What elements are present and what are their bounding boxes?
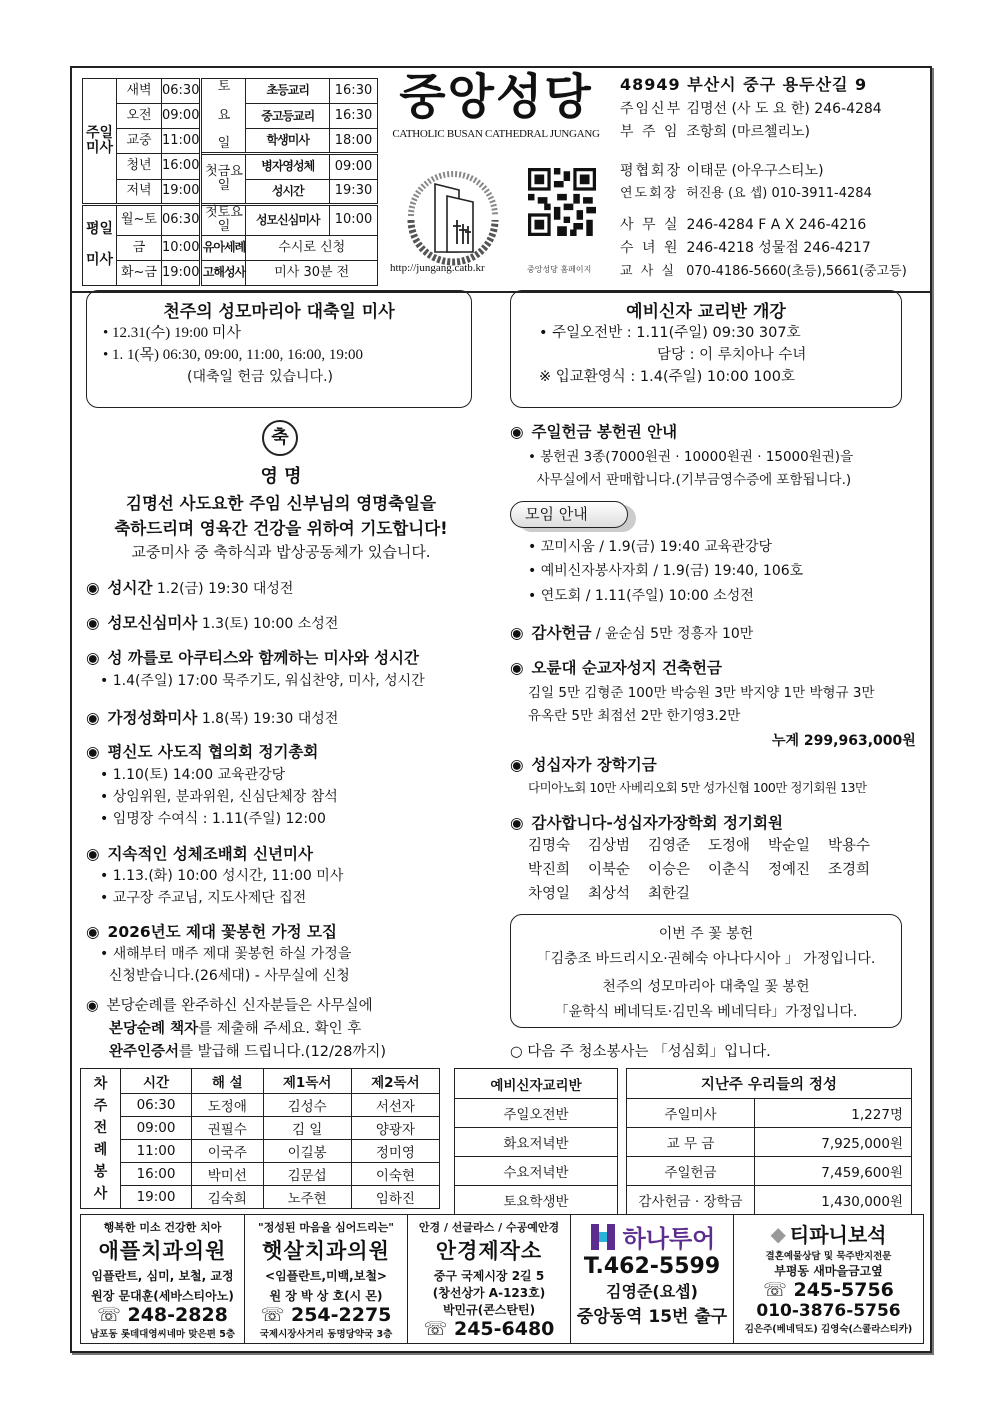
notice-title: 2026년도 제대 꽃봉헌 가정 모집 xyxy=(107,923,337,941)
contact-value: 246-4218 성물점 246-4217 xyxy=(686,240,871,256)
weekday-mass-group: 평일 미사 xyxy=(83,204,117,285)
contact-value: 김명선 (사 도 요 한) 246-4284 xyxy=(686,101,882,117)
advertisement-strip xyxy=(80,1214,924,1344)
baptism-label: 유아세례 xyxy=(201,235,246,260)
ad-line: 김영준(요셉) xyxy=(606,1282,698,1301)
ad-line: 부평동 새마을금고옆 xyxy=(774,1264,883,1278)
ad-phone: ☏ 248-2828 xyxy=(97,1304,228,1326)
notice-title: 주일헌금 봉헌권 안내 xyxy=(531,423,678,441)
notice-detail: 1.3(토) 10:00 소성전 xyxy=(197,616,339,632)
notice-shrine-fund xyxy=(510,656,722,678)
feast-line-2: 축하드리며 영육간 건강을 위하여 기도합니다! xyxy=(114,519,448,538)
contact-value: 246-4284 F A X 246-4216 xyxy=(686,217,867,233)
church-seal-icon xyxy=(397,160,509,272)
diamond-icon: ◆ xyxy=(770,1221,786,1246)
ad-name: 안경제작소 xyxy=(435,1239,543,1263)
contact-value: 조항희 (마르첼리노) xyxy=(686,124,811,140)
cell: 노주현 xyxy=(263,1186,351,1209)
sched-time: 11:00 xyxy=(162,129,201,154)
sched-label: 저녁 xyxy=(117,179,162,204)
ad-line: <임플란트,미백,보철> xyxy=(265,1269,387,1283)
cell: 이숙현 xyxy=(351,1163,439,1186)
flower-line: 「윤학식 베네딕토·김민옥 베네딕타」가정입니다. xyxy=(554,1004,858,1020)
member-row xyxy=(528,858,888,879)
contact-convent xyxy=(620,237,871,257)
service-side-label xyxy=(81,1069,121,1209)
table-row xyxy=(81,1163,440,1186)
ad-line: 원장 문대훈(세바스티아노) xyxy=(91,1289,234,1303)
ad-tagline: "정성된 마음을 심어드리는" xyxy=(257,1221,394,1234)
ad-hanatour xyxy=(571,1215,734,1343)
member-name: 최상석 xyxy=(588,886,631,902)
radio-bullet-icon: ◉ xyxy=(510,423,524,441)
mass-schedule-table xyxy=(82,78,378,286)
column-header: 시간 xyxy=(121,1069,192,1094)
cell: 김문섭 xyxy=(263,1163,351,1186)
cell: 박미선 xyxy=(192,1163,263,1186)
column-header: 제1독서 xyxy=(263,1069,351,1094)
sunday-label-2: 미사 xyxy=(85,139,114,156)
radio-bullet-icon: ◉ xyxy=(86,614,100,632)
sunday-label-1: 주일 xyxy=(85,124,114,141)
cell: 정미영 xyxy=(351,1140,439,1163)
pilgrimage-line-2 xyxy=(109,1017,361,1038)
sched-label: 중고등교리 xyxy=(246,104,330,129)
feast-line-3: 교중미사 중 축하식과 밥상공동체가 있습니다. xyxy=(131,543,431,561)
ad-line: 중구 국제시장 2길 5 xyxy=(433,1269,545,1283)
pilgrimage-bold: 완주인증서 xyxy=(109,1044,180,1060)
member-name: 조경희 xyxy=(828,862,871,878)
radio-bullet-icon: ◉ xyxy=(86,709,100,727)
ad-line: 박민규(콘스탄틴) xyxy=(442,1303,536,1317)
ad-name: 티파니보석 xyxy=(789,1223,887,1247)
scholarship-donors: 다미아노회 10만 사베리오회 5만 성가신협 100만 정기회원 13만 xyxy=(528,780,867,795)
notice-title: 평신도 사도직 협의회 정기총회 xyxy=(107,743,319,761)
sched-label: 학생미사 xyxy=(246,129,330,154)
pilgrimage-bold: 본당순례 책자 xyxy=(109,1021,199,1037)
column-header: 제2독서 xyxy=(351,1069,439,1094)
catechumen-line: • 주일오전반 : 1.11(주일) 09:30 307호 xyxy=(539,325,801,341)
hanatour-logo xyxy=(571,1219,733,1254)
member-name: 도정애 xyxy=(708,838,751,854)
ad-phone: ☏ 254-2275 xyxy=(260,1304,392,1326)
cell: 도정애 xyxy=(192,1094,263,1117)
notice-detail: / 윤순심 5만 정흥자 10만 xyxy=(591,626,754,642)
ad-line: 원 장 박 상 호(시 몬) xyxy=(269,1289,383,1303)
member-name: 이춘식 xyxy=(708,862,751,878)
notice-title: 성모신심미사 xyxy=(107,614,198,632)
pilgrimage-line-3 xyxy=(109,1040,386,1061)
notice-title: 성십자가 장학기금 xyxy=(531,756,657,774)
column-header: 예비신자교리반 xyxy=(455,1069,618,1099)
celebration-emblem-icon: 축 xyxy=(262,420,298,456)
contact-value: 허진용 (요 셉) 010-3911-4284 xyxy=(686,186,872,201)
table-row xyxy=(81,1186,440,1209)
cell: 1,227명 xyxy=(755,1099,912,1128)
catechumen-line: ※ 입교환영식 : 1.4(주일) 10:00 100호 xyxy=(539,369,795,385)
sched-time: 16:30 xyxy=(330,79,378,104)
contact-key: 평협회장 xyxy=(620,163,683,179)
first-friday-label: 첫금요일 xyxy=(201,154,246,204)
qr-caption: 중앙성당 홈페이지 xyxy=(527,265,592,274)
column-header: 지난주 우리들의 정성 xyxy=(627,1069,912,1099)
radio-bullet-icon: ◉ xyxy=(86,743,100,761)
mary-line: • 12.31(수) 19:00 미사 xyxy=(103,325,241,341)
shrine-donors: 김일 5만 김형준 100만 박승원 3만 박지양 1만 박형규 3만 xyxy=(528,685,875,701)
notice-title: 감사합니다-성십자가장학회 정기회원 xyxy=(531,814,783,832)
notice-acutis xyxy=(86,646,419,668)
contact-key: 교 사 실 xyxy=(620,264,676,279)
notice-offering-envelope xyxy=(510,420,677,442)
member-name: 차영일 xyxy=(528,886,571,902)
sched-label: 금 xyxy=(117,235,162,260)
cell: 1,430,000원 xyxy=(755,1186,912,1215)
cell: 06:30 xyxy=(121,1094,192,1117)
contact-council xyxy=(620,160,824,180)
notice-title: 성시간 xyxy=(107,579,153,597)
cell: 11:00 xyxy=(121,1140,192,1163)
notice-bullet: • 상임위원, 분과위원, 신심단체장 참석 xyxy=(100,789,338,805)
sched-label: 오전 xyxy=(117,104,162,129)
contact-pastor xyxy=(620,98,882,118)
notice-bullet: • 1.13.(화) 10:00 성시간, 11:00 미사 xyxy=(100,868,344,884)
radio-bullet-icon: ◉ xyxy=(86,923,100,941)
member-row xyxy=(528,882,708,903)
confession-label: 고해성사 xyxy=(201,260,246,285)
contact-key: 연도회장 xyxy=(620,186,679,201)
baptism-value: 수시로 신청 xyxy=(246,235,378,260)
cell: 임하진 xyxy=(351,1186,439,1209)
notice-holy-hour xyxy=(86,576,293,598)
sched-label: 병자영성체 xyxy=(246,154,330,179)
sched-time: 19:00 xyxy=(162,260,201,285)
contact-office xyxy=(620,214,866,234)
member-name: 박진희 xyxy=(528,862,571,878)
shrine-donors: 유옥란 5만 최점선 2만 한기영3.2만 xyxy=(528,708,741,724)
sched-time: 10:00 xyxy=(330,204,378,235)
saturday-group: 토 요 일 xyxy=(201,79,246,154)
notice-members xyxy=(510,811,783,833)
sched-time: 16:00 xyxy=(162,154,201,179)
cell: 7,925,000원 xyxy=(755,1128,912,1157)
ad-line: 결혼예물상담 및 묵주반지전문 xyxy=(765,1251,892,1262)
radio-bullet-icon: ◉ xyxy=(510,814,524,832)
church-title: 중앙성당 xyxy=(399,69,593,125)
catechumen-title: 예비신자 교리반 개강 xyxy=(626,302,786,322)
confession-value: 미사 30분 전 xyxy=(246,260,378,285)
mary-note: (대축일 헌금 있습니다.) xyxy=(187,369,333,385)
notice-title: 오륜대 순교자성지 건축헌금 xyxy=(531,659,723,677)
notice-title: 감사헌금 xyxy=(531,624,592,642)
cell: 주일헌금 xyxy=(627,1157,755,1186)
sched-time: 19:00 xyxy=(162,179,201,204)
ad-glasses xyxy=(408,1215,571,1343)
radio-bullet-icon: ◉ xyxy=(86,649,100,667)
ad-line: (창선상가 A-123호) xyxy=(432,1286,546,1300)
radio-bullet-icon: ◉ xyxy=(86,845,100,863)
table-row xyxy=(627,1157,912,1186)
ad-tiffany-jewelry xyxy=(734,1215,923,1343)
qr-code-icon[interactable] xyxy=(528,168,596,236)
pilgrimage-text: 를 발급해 드립니다.(12/28까지) xyxy=(179,1044,387,1060)
ad-address: 국제시장사거리 동명당약국 3층 xyxy=(259,1329,393,1340)
mary-line: • 1. 1(목) 06:30, 09:00, 11:00, 16:00, 19:00 xyxy=(103,347,364,363)
ad-sunshine-dental xyxy=(245,1215,408,1343)
notice-bullet: 신청받습니다.(26세대) - 사무실에 신청 xyxy=(100,968,350,984)
sched-time: 06:30 xyxy=(162,79,201,104)
member-name: 최한길 xyxy=(648,886,691,902)
sched-time: 09:00 xyxy=(162,104,201,129)
feast-heading: 영 명 xyxy=(260,466,302,487)
radio-bullet-icon: ◉ xyxy=(86,579,100,597)
notice-title: 가정성화미사 xyxy=(107,709,198,727)
table-row xyxy=(81,1094,440,1117)
flower-line: 「김충조 바드리시오·권혜숙 아나다시아 」 가정입니다. xyxy=(536,951,876,967)
cleaning-notice: ○ 다음 주 청소봉사는 「성심회」입니다. xyxy=(510,1044,771,1060)
contact-key: 주임신부 xyxy=(620,101,683,117)
cell: 권필수 xyxy=(192,1117,263,1140)
meetings-label: 모임 안내 xyxy=(510,501,628,528)
member-name: 김영준 xyxy=(648,838,691,854)
member-name: 이북순 xyxy=(588,862,631,878)
contact-key: 부 주 임 xyxy=(620,124,680,140)
side-char: 사 xyxy=(93,1185,108,1202)
sched-time: 09:00 xyxy=(330,154,378,179)
contact-associate xyxy=(620,121,810,141)
table-row xyxy=(627,1128,912,1157)
member-name: 이승은 xyxy=(648,862,691,878)
notice-lay-apostolate xyxy=(86,740,318,762)
sched-label: 새벽 xyxy=(117,79,162,104)
notice-thanks-offering xyxy=(510,621,753,643)
cell: 16:00 xyxy=(121,1163,192,1186)
radio-bullet-icon: ◉ xyxy=(510,756,524,774)
contact-key: 사 무 실 xyxy=(620,217,680,233)
flower-line: 천주의 성모마리아 대축일 꽃 봉헌 xyxy=(602,979,810,995)
cell: 19:00 xyxy=(121,1186,192,1209)
cell: 김성수 xyxy=(263,1094,351,1117)
bulletin-page xyxy=(70,66,932,1353)
table-row xyxy=(81,1140,440,1163)
ad-phone: ☏ 245-6480 xyxy=(423,1318,555,1340)
cell: 교 무 금 xyxy=(627,1128,755,1157)
meeting-item: • 연도회 / 1.11(주일) 10:00 소성전 xyxy=(528,588,754,604)
first-saturday-label: 첫토요일 xyxy=(201,204,246,235)
contact-value: 이태문 (아우구스티노) xyxy=(686,163,824,179)
ad-phone: 010-3876-5756 xyxy=(756,1301,901,1321)
cell: 토요학생반 xyxy=(455,1186,618,1215)
ad-phone: ☏ 245-5756 xyxy=(763,1279,894,1301)
mary-solemnity-box xyxy=(86,290,472,408)
side-char: 례 xyxy=(93,1141,108,1158)
church-url-link[interactable]: http://jungang.catb.kr xyxy=(390,262,485,274)
sched-label: 청년 xyxy=(117,154,162,179)
member-name: 박용수 xyxy=(828,838,871,854)
sched-time: 19:30 xyxy=(330,179,378,204)
ad-tagline: 행복한 미소 건강한 치아 xyxy=(103,1221,222,1234)
table-row xyxy=(627,1186,912,1215)
cell: 이국주 xyxy=(192,1140,263,1163)
flower-offering-box xyxy=(510,914,902,1028)
church-address: 48949 부산시 중구 용두산길 9 xyxy=(620,75,868,94)
ad-tagline: 안경 / 선글라스 / 수공예안경 xyxy=(418,1221,560,1234)
member-name: 김상범 xyxy=(588,838,631,854)
pilgrimage-line-1 xyxy=(86,994,373,1015)
sched-time: 16:30 xyxy=(330,104,378,129)
notice-scholarship xyxy=(510,753,657,775)
sched-time: 18:00 xyxy=(330,129,378,154)
sunday-mass-group xyxy=(83,79,117,205)
contact-yeondo xyxy=(620,182,872,201)
feast-line-1: 김명선 사도요한 주임 신부님의 영명축일을 xyxy=(126,494,436,513)
cell: 김숙희 xyxy=(192,1186,263,1209)
sched-label: 성시간 xyxy=(246,179,330,204)
radio-bullet-icon: ◉ xyxy=(510,624,524,642)
notice-bullet: • 교구장 주교님, 지도사제단 집전 xyxy=(100,890,307,906)
notice-detail: 1.2(금) 19:30 대성전 xyxy=(152,581,294,597)
notice-bullet: • 새해부터 매주 제대 꽃봉헌 하실 가정을 xyxy=(100,946,352,962)
meeting-item: • 예비신자봉사자회 / 1.9(금) 19:40, 106호 xyxy=(528,563,804,579)
sched-label: 초등교리 xyxy=(246,79,330,104)
member-name: 정예진 xyxy=(768,862,811,878)
liturgy-service-table xyxy=(80,1068,440,1209)
side-char: 전 xyxy=(93,1119,108,1136)
notice-detail: 1.8(목) 19:30 대성전 xyxy=(197,711,339,727)
ad-name: 하나투어 xyxy=(622,1225,716,1253)
pilgrimage-text: 를 제출해 주세요. 확인 후 xyxy=(198,1021,362,1037)
notice-family-mass xyxy=(86,706,338,728)
notice-bullet: • 1.10(토) 14:00 교육관강당 xyxy=(100,767,286,783)
tiffany-header xyxy=(734,1219,923,1248)
radio-bullet-icon: ◉ xyxy=(510,659,524,677)
cell: 주일오전반 xyxy=(455,1099,618,1128)
cell: 7,459,600원 xyxy=(755,1157,912,1186)
ad-apple-dental xyxy=(81,1215,245,1343)
sched-label: 교중 xyxy=(117,129,162,154)
cell: 양광자 xyxy=(351,1117,439,1140)
member-row xyxy=(528,834,888,855)
notice-altar-flowers xyxy=(86,920,337,942)
cell: 서선자 xyxy=(351,1094,439,1117)
contact-key: 수 녀 원 xyxy=(620,240,680,256)
last-week-offering-table xyxy=(626,1068,912,1215)
cell: 김 일 xyxy=(263,1117,351,1140)
sched-time: 10:00 xyxy=(162,235,201,260)
sched-time: 06:30 xyxy=(162,204,201,235)
member-name: 김명숙 xyxy=(528,838,571,854)
catechumen-line: 담당 : 이 루치아나 수녀 xyxy=(657,347,807,363)
notice-marian-mass xyxy=(86,611,338,633)
ad-phone: T.462-5599 xyxy=(583,1254,721,1279)
ad-address: 남포동 롯데대영씨네마 맞은편 5층 xyxy=(89,1329,235,1340)
notice-bullet: 사무실에서 판매합니다.(기부금영수증에 포함됩니다.) xyxy=(528,472,852,488)
ad-line: 임플란트, 심미, 보철, 교정 xyxy=(91,1269,234,1283)
contact-teachers xyxy=(620,260,907,279)
meeting-item: • 꼬미시움 / 1.9(금) 19:40 교육관강당 xyxy=(528,539,772,555)
cell: 감사헌금 · 장학금 xyxy=(627,1186,755,1215)
column-header: 해 설 xyxy=(192,1069,263,1094)
flower-line: 이번 주 꽃 봉헌 xyxy=(658,926,754,942)
sched-label: 월~토 xyxy=(117,204,162,235)
church-subtitle: CATHOLIC BUSAN CATHEDRAL JUNGANG xyxy=(392,128,600,140)
notice-adoration xyxy=(86,842,313,864)
ad-line: 중앙동역 15번 출구 xyxy=(576,1307,728,1327)
notice-bullet: • 1.4(주일) 17:00 묵주기도, 워십찬양, 미사, 성시간 xyxy=(100,673,425,689)
side-char: 주 xyxy=(93,1097,108,1114)
notice-bullet: • 봉헌권 3종(7000원권 · 10000원권 · 15000원권)을 xyxy=(528,449,854,465)
cell: 화요저녁반 xyxy=(455,1128,618,1157)
catechumen-box xyxy=(510,290,902,408)
sched-label: 성모신심미사 xyxy=(246,204,330,235)
ad-address: 김은주(베네딕도) 김영숙(스콜라스티카) xyxy=(744,1324,913,1335)
radio-bullet-icon: ◉ xyxy=(86,998,99,1014)
member-name: 박순일 xyxy=(768,838,811,854)
cell: 이길봉 xyxy=(263,1140,351,1163)
table-row xyxy=(627,1099,912,1128)
catechism-class-table xyxy=(454,1068,618,1215)
ad-name: 햇살치과의원 xyxy=(262,1239,390,1263)
pilgrimage-text: 본당순례를 완주하신 신자분들은 사무실에 xyxy=(106,998,373,1014)
cell: 09:00 xyxy=(121,1117,192,1140)
hanatour-logo-icon xyxy=(589,1222,617,1252)
cell: 주일미사 xyxy=(627,1099,755,1128)
contact-value: 070-4186-5660(초등),5661(중고등) xyxy=(686,264,907,279)
table-row xyxy=(81,1117,440,1140)
cell: 수요저녁반 xyxy=(455,1157,618,1186)
side-char: 차 xyxy=(93,1075,108,1092)
notice-title: 성 까를로 아쿠티스와 함께하는 미사와 성시간 xyxy=(107,649,420,667)
side-char: 봉 xyxy=(93,1163,108,1180)
sched-label: 화~금 xyxy=(117,260,162,285)
shrine-total: 누계 299,963,000원 xyxy=(772,733,916,749)
mary-solemnity-title: 천주의 성모마리아 대축일 미사 xyxy=(163,302,395,322)
ad-name: 애플치과의원 xyxy=(98,1239,227,1263)
notice-bullet: • 임명장 수여식 : 1.11(주일) 12:00 xyxy=(100,811,326,827)
notice-title: 지속적인 성체조배회 신년미사 xyxy=(107,845,313,863)
